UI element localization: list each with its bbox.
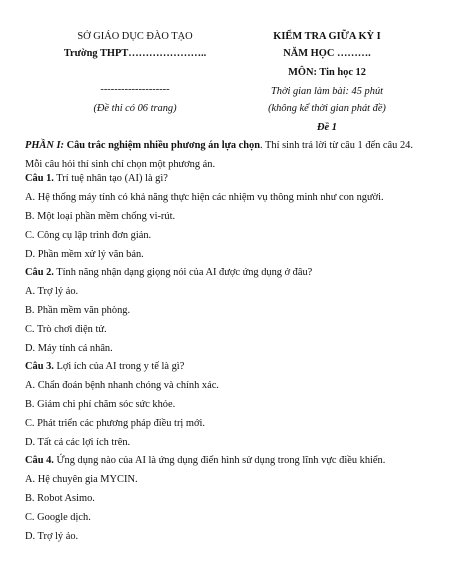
time-note: (không kể thời gian phát đề): [268, 103, 386, 114]
time-limit: Thời gian làm bài: 45 phút: [270, 86, 384, 97]
question-label: Câu 4.: [25, 455, 54, 466]
exam-title: KIỂM TRA GIỮA KỲ I: [273, 31, 381, 42]
exam-code: Đề 1: [317, 122, 337, 133]
question-1-option-c: C. Công cụ lập trình đơn giản.: [25, 230, 152, 241]
question-4-option-b: B. Robot Asimo.: [25, 493, 95, 504]
question-4-option-d: D. Trợ lý ảo.: [25, 531, 79, 542]
school-year: NĂM HỌC ……….: [283, 48, 371, 59]
question-3-option-d: D. Tất cả các lợi ích trên.: [25, 437, 131, 448]
part1-heading: Câu trắc nghiệm nhiều phương án lựa chọn: [63, 140, 261, 151]
question-text: Tính năng nhận dạng giọng nói của AI được ứng dụng ở đâu?: [53, 267, 313, 278]
question-label: Câu 1.: [25, 173, 54, 184]
question-3-option-a: A. Chẩn đoán bệnh nhanh chóng và chính xác.: [25, 380, 219, 391]
question-2: [25, 266, 312, 279]
question-1-option-b: B. Một loại phần mềm chống vi-rút.: [25, 211, 176, 222]
question-text: Lợi ích của AI trong y tế là gì?: [53, 361, 185, 372]
question-3: [25, 360, 184, 373]
subject-name: MÔN: Tin học 12: [288, 67, 366, 78]
header-dashes: --------------------: [100, 84, 170, 95]
question-2-option-c: C. Trò chơi điện tử.: [25, 324, 107, 335]
question-text: Ứng dụng nào của AI là ứng dụng điển hình sử dụng trong lĩnh vực điều khiển.: [53, 455, 386, 466]
part1-instruction: [25, 136, 425, 174]
question-text: Trí tuệ nhân tạo (AI) là gì?: [53, 173, 168, 184]
question-3-option-c: C. Phát triển các phương pháp điều trị mới.: [25, 418, 205, 429]
question-2-option-a: A. Trợ lý ảo.: [25, 286, 79, 297]
question-4-option-a: A. Hệ chuyên gia MYCIN.: [25, 474, 138, 485]
school-name: Trường THPT…………………..: [63, 48, 207, 59]
question-1: [25, 172, 168, 185]
question-2-option-d: D. Máy tính cá nhân.: [25, 343, 113, 354]
question-1-option-d: D. Phần mềm xử lý văn bản.: [25, 249, 144, 260]
question-2-option-b: B. Phần mềm văn phòng.: [25, 305, 131, 316]
part1-label: PHẦN I:: [25, 140, 64, 151]
question-label: Câu 2.: [25, 267, 54, 278]
question-label: Câu 3.: [25, 361, 54, 372]
question-3-option-b: B. Giảm chi phí chăm sóc sức khỏe.: [25, 399, 176, 410]
department-name: SỞ GIÁO DỤC ĐÀO TẠO: [77, 31, 193, 42]
pages-note: (Đề thi có 06 trang): [93, 103, 177, 114]
part1-instruction-text: . Thí sinh trả lời từ câu 1 đến câu 24. Mỗi câu hỏi thí sinh chỉ chọn một phương án.: [25, 140, 413, 170]
question-1-option-a: A. Hệ thống máy tính có khả năng thực hiện các nhiệm vụ thông minh như con người.: [25, 192, 384, 203]
question-4: [25, 454, 385, 467]
question-4-option-c: C. Google dịch.: [25, 512, 91, 523]
